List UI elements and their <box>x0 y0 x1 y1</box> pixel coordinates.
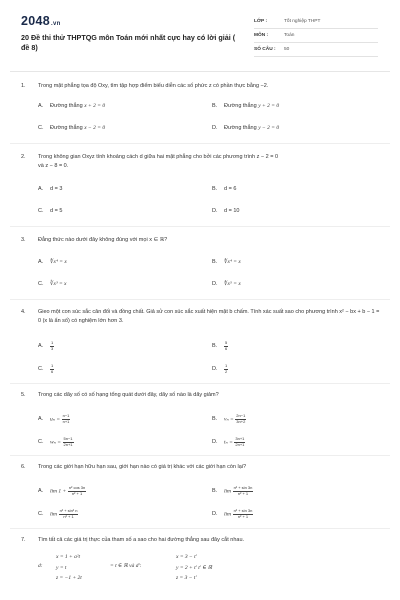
option-c[interactable]: C. ∛x³ = x <box>38 281 67 287</box>
meta-key: MÔN : <box>254 33 269 38</box>
question-stem: Trong mặt phẳng tọa độ Oxy, tìm tập hợp điểm biểu diễn các số phức z có phần thực bằng −2. <box>38 83 269 89</box>
meta-row-question-count <box>254 44 378 57</box>
question-number: 2. <box>21 154 26 160</box>
meta-row-subject <box>254 30 378 43</box>
fraction: $\frac{2n-1}{3n+2}$ <box>236 413 246 424</box>
fraction: $\frac{\text{n² cos 3n}}{\text{n² + 1}}$ <box>68 485 86 496</box>
question-separator <box>10 299 390 300</box>
option-c[interactable]: C. Đường thẳng x − 2 = 0 <box>38 125 106 131</box>
fraction: $\frac{3n+1}{2n+1}$ <box>235 436 245 447</box>
meta-value: Tốt nghiệp THPT <box>284 19 321 24</box>
question-stem: Trong không gian Oxyz tính khoảng cách d giữa hai mặt phẳng cho bởi các phương trình z − 2 = 0 và z − 8 = 0. <box>38 154 279 169</box>
document-header <box>0 0 400 70</box>
line-d-label: d: <box>38 563 43 569</box>
question-number: 1. <box>21 83 26 89</box>
option-c[interactable]: C. lim $\frac{\text{n² + sin² n}}{\text{n² + 1}}$ <box>38 508 78 519</box>
option-a[interactable]: A. ∜x⁴ = x <box>38 259 67 265</box>
header-divider <box>10 71 390 72</box>
fraction: $\frac{n-1}{n+1}$ <box>62 413 70 424</box>
meta-value: Toán <box>284 33 295 38</box>
meta-key: SỐ CÂU : <box>254 47 276 52</box>
question-stem: Đẳng thức nào dưới đây không đúng với mọi x ∈ ℝ? <box>38 237 168 243</box>
line-d-equations: x = 1 + a²t y = t z = −1 + 2t <box>56 554 82 581</box>
option-b[interactable]: B. Đường thẳng y + 2 = 0 <box>212 103 280 109</box>
option-d[interactable]: D. tₙ = $\frac{3n+1}{2n+1}$ <box>212 436 245 447</box>
site-logo[interactable]: 2048.vn <box>21 14 61 28</box>
question-stem: Tìm tất cả các giá trị thực của tham số a sao cho hai đường thẳng sau đây cắt nhau. <box>38 537 245 543</box>
question-number: 4. <box>21 309 26 315</box>
fraction: $\frac{5}{6}$ <box>225 340 228 351</box>
option-c[interactable]: C. $\frac{1}{6}$ <box>38 363 54 374</box>
option-a[interactable]: A. Đường thẳng x + 2 = 0 <box>38 103 106 109</box>
meta-value: 50 <box>284 47 290 52</box>
question-separator <box>10 528 390 529</box>
option-b[interactable]: B. lim $\frac{\text{n² + sin 3n}}{\text{n² + 1}}$ <box>212 485 253 496</box>
question-number: 3. <box>21 237 26 243</box>
option-c[interactable]: C. wₙ = $\frac{5n-1}{2n+1}$ <box>38 436 73 447</box>
meta-key: LỚP : <box>254 19 268 24</box>
fraction: $\frac{1}{2}$ <box>225 363 228 374</box>
question-stem: Trong các giới hạn hữu hạn sau, giới hạn nào có giá trị khác với các giới hạn còn lại? <box>38 464 247 470</box>
option-a[interactable]: A. uₙ = $\frac{n-1}{n+1}$ <box>38 413 70 424</box>
option-a[interactable]: A. lim 1 + $\frac{\text{n² cos 3n}}{\text{n² + 1}}$ <box>38 485 86 496</box>
system-joiner: = t ∈ ℝ và d′: <box>110 563 142 569</box>
question-separator <box>10 143 390 144</box>
option-d[interactable]: D. ∜x⁵ = x <box>212 281 241 287</box>
fraction: $\frac{5n-1}{2n+1}$ <box>63 436 73 447</box>
question-number: 7. <box>21 537 26 543</box>
question-separator <box>10 383 390 384</box>
meta-row-class <box>254 16 378 29</box>
question-number: 5. <box>21 392 26 398</box>
option-d[interactable]: D. lim $\frac{\text{n² + sin 3n}}{\text{n² + 1}}$ <box>212 508 253 519</box>
question-stem: Trong các dãy số có số hạng tổng quát dưới đây, dãy số nào là dãy giảm? <box>38 392 219 398</box>
line-d2-equations: x = 3 − t′ y = 2 + t′ t′ ∈ ℝ z = 3 − t′ <box>176 554 213 581</box>
option-b[interactable]: B. vₙ = $\frac{2n-1}{3n+2}$ <box>212 413 246 424</box>
question-separator <box>10 455 390 456</box>
fraction: $\frac{\text{n² + sin² n}}{\text{n² + 1}}$ <box>59 508 78 519</box>
option-c[interactable]: C. d = 5 <box>38 208 63 214</box>
question-number: 6. <box>21 464 26 470</box>
fraction: $\frac{\text{n² + sin 3n}}{\text{n² + 1}}$ <box>233 485 253 496</box>
option-d[interactable]: D. d = 10 <box>212 208 240 214</box>
option-d[interactable]: D. Đường thẳng y − 2 = 0 <box>212 125 280 131</box>
option-b[interactable]: B. ∜x⁴ = x <box>212 259 241 265</box>
question-separator <box>10 226 390 227</box>
question-stem: Gieo một con súc sắc cân đối và đồng chất. Giả sử con súc sắc xuất hiện mặt b chấm. Tính xác suất sao cho phương trình x² − bx + b − 1 = 0 (x là ẩn số) có nghiệm lớn hơn 3. <box>38 309 380 324</box>
fraction: $\frac{1}{6}$ <box>51 363 54 374</box>
fraction: $\frac{1}{3}$ <box>51 340 54 351</box>
fraction: $\frac{\text{n² + sin 3n}}{\text{n² + 1}}$ <box>233 508 253 519</box>
option-a[interactable]: A. $\frac{1}{3}$ <box>38 340 54 351</box>
option-a[interactable]: A. d = 3 <box>38 186 63 192</box>
option-d[interactable]: D. $\frac{1}{2}$ <box>212 363 228 374</box>
option-b[interactable]: B. d = 6 <box>212 186 237 192</box>
option-b[interactable]: B. $\frac{5}{6}$ <box>212 340 228 351</box>
document-title: 20 Đề thi thử THPTQG môn Toán mới nhất cực hay có lời giải ( đề 8) <box>21 33 236 52</box>
